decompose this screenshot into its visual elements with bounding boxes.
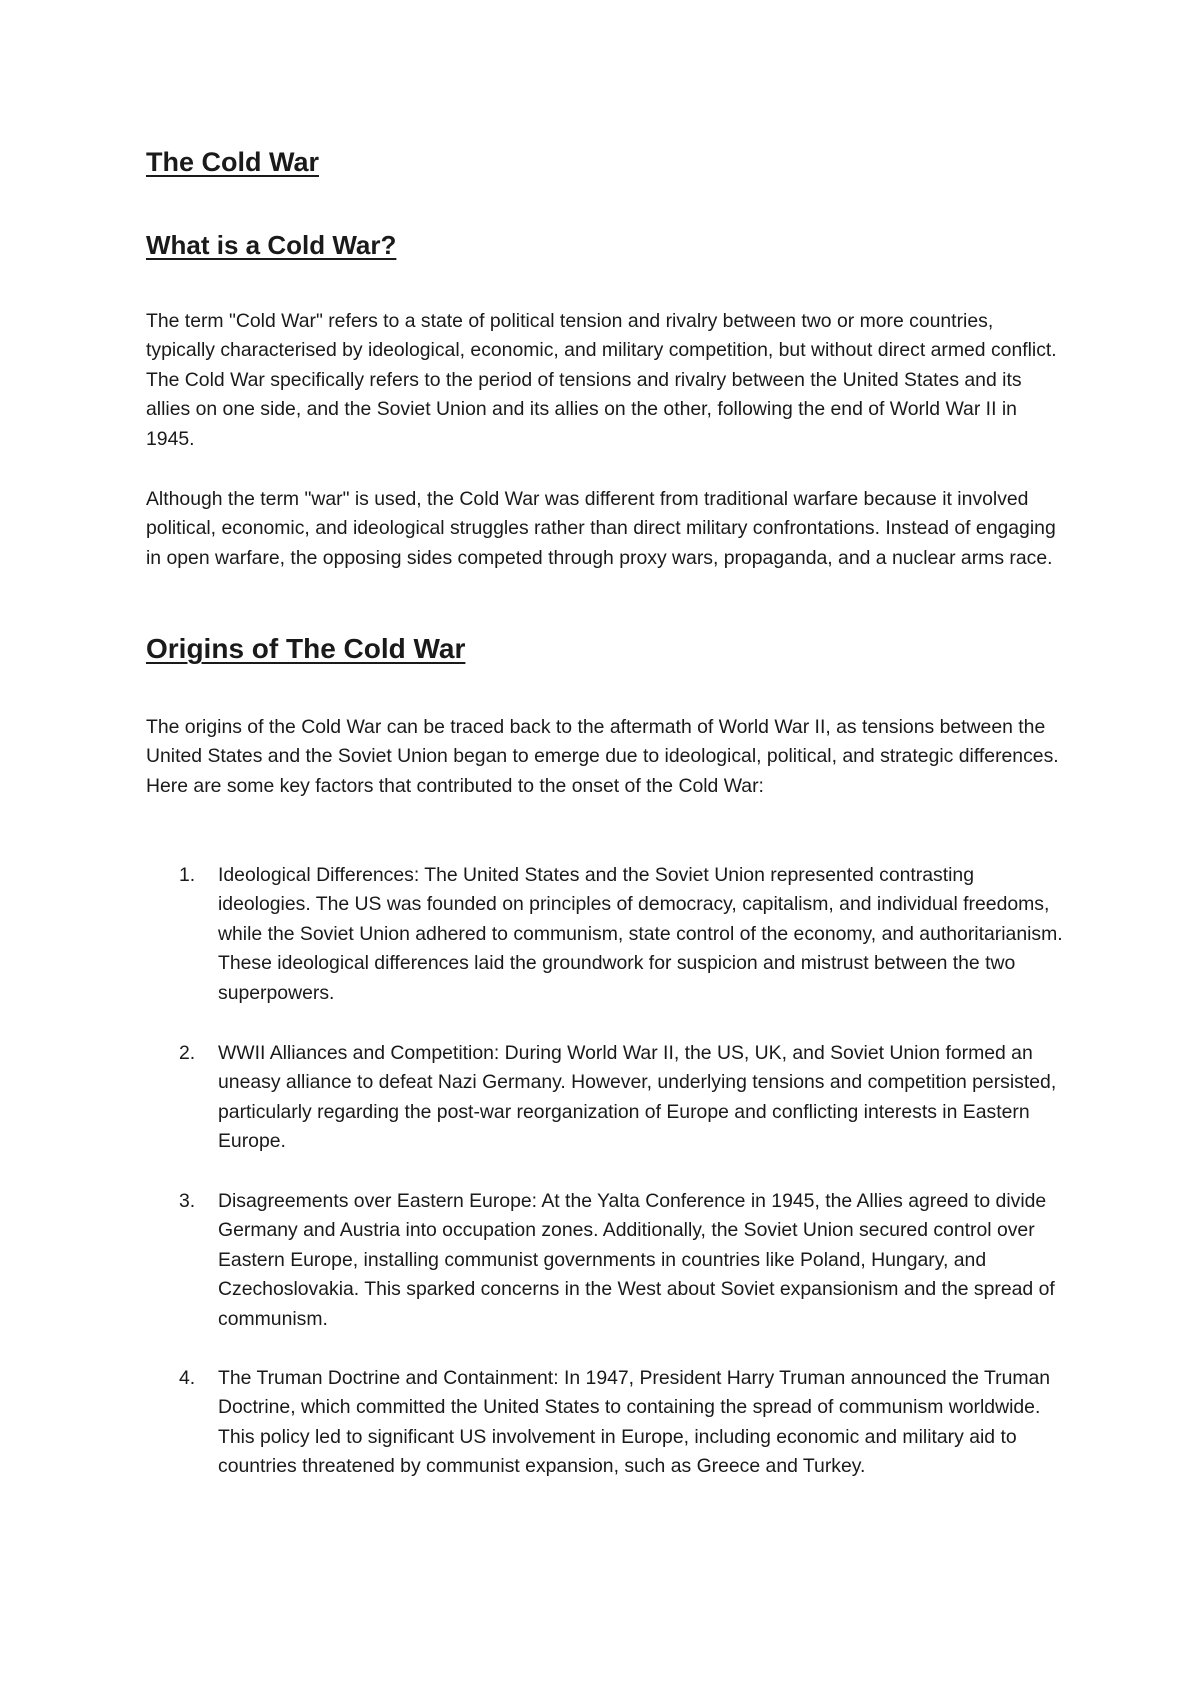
list-item-number: 2. [179, 1042, 196, 1064]
list-item-number: 4. [179, 1367, 196, 1389]
list-item-number: 3. [179, 1190, 196, 1212]
section-heading-what-is-cold-war: What is a Cold War? [146, 230, 397, 260]
list-item-text: WWII Alliances and Competition: During World War II, the US, UK, and Soviet Union formed an uneasy alliance to defeat Nazi Germany. However, underlying tensions and competition persisted, particularly regarding the post-war reorganization of Europe and conflicting interests in Eastern Europe. [218, 1042, 1057, 1153]
paragraph-not-traditional-war: Although the term "war" is used, the Cold War was different from traditional warfare because it involved political, economic, and ideological struggles rather than direct military confrontations. Instead of engaging in open warfare, the opposing sides competed through proxy wars, propaganda, and a nuclear arms race. [146, 488, 1056, 569]
document-title: The Cold War [146, 147, 319, 177]
list-item-text: The Truman Doctrine and Containment: In 1947, President Harry Truman announced the Truman Doctrine, which committed the United States to containing the spread of communism worldwide. This policy led to significant US involvement in Europe, including economic and military aid to countries threatened by communist expansion, such as Greece and Turkey. [218, 1367, 1051, 1478]
paragraph-origins-intro: The origins of the Cold War can be traced back to the aftermath of World War II, as tensions between the United States and the Soviet Union began to emerge due to ideological, political, and strategic differences. Here are some key factors that contributed to the onset of the Cold War: [146, 716, 1059, 797]
section-heading-origins: Origins of The Cold War [146, 633, 466, 664]
document-page [146, 0, 1066, 1696]
paragraph-definition: The term "Cold War" refers to a state of political tension and rivalry between two or more countries, typically characterised by ideological, economic, and military competition, but without direct armed conflict. The Cold War specifically refers to the period of tensions and rivalry between the United States and its allies on one side, and the Soviet Union and its allies on the other, following the end of World War II in 1945. [146, 310, 1057, 450]
list-item-text: Ideological Differences: The United States and the Soviet Union represented contrasting ideologies. The US was founded on principles of democracy, capitalism, and individual freedoms, while the Soviet Union adhered to communism, state control of the economy, and authoritarianism. These ideological differences laid the groundwork for suspicion and mistrust between the two superpowers. [218, 864, 1063, 1004]
list-item-number: 1. [179, 864, 196, 886]
list-item-text: Disagreements over Eastern Europe: At the Yalta Conference in 1945, the Allies agreed to divide Germany and Austria into occupation zones. Additionally, the Soviet Union secured control over Eastern Europe, installing communist governments in countries like Poland, Hungary, and Czechoslovakia. This sparked concerns in the West about Soviet expansionism and the spread of communism. [218, 1190, 1055, 1330]
